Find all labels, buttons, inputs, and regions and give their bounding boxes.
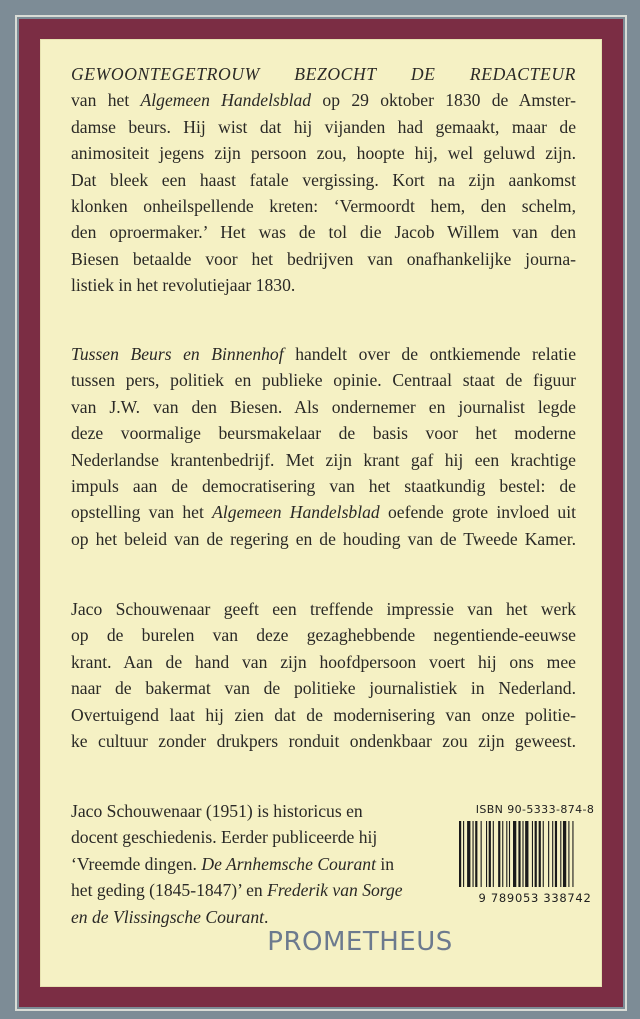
text-segment: handelt over de ontkiemende relatie: [283, 344, 576, 364]
author-bio-paragraph: [71, 798, 403, 930]
barcode-bars: [457, 821, 613, 889]
italic-title: Algemeen Handelsblad: [140, 90, 312, 111]
italic-title: en de Vlissingsche Courant: [71, 906, 265, 927]
barcode-digits: 9 789053 338742: [478, 891, 592, 905]
text-segment: Dat bleek een haast fatale vergissing. Kort na zijn aankomst: [71, 169, 576, 190]
text-line: [71, 526, 576, 552]
italic-title: De Arnhemsche Courant: [201, 853, 376, 874]
barcode-bar: [473, 821, 474, 887]
text-segment: listiek in het revolutiejaar 1830.: [71, 275, 296, 296]
barcode-bar: [518, 821, 520, 887]
barcode-bar: [475, 821, 477, 887]
text-segment: van het: [71, 90, 141, 111]
barcode-bar: [459, 821, 461, 887]
text-segment: den oproermaker.’ Het was de tol die Jacob Willem van den: [71, 222, 576, 243]
text-segment: Biesen betaalde voor het bedrijven van onafhankelijke journa-: [71, 248, 576, 269]
text-line: [71, 499, 576, 525]
barcode-bar: [572, 821, 573, 887]
italic-title: Frederik van Sorge: [267, 880, 403, 901]
text-line: [71, 394, 576, 420]
text-line: [71, 246, 576, 272]
text-line: [71, 61, 576, 87]
text-segment: het geding (1845-1847)’ en: [71, 880, 268, 901]
book-back-cover: [5, 5, 635, 1014]
text-line: [71, 622, 576, 648]
text-segment: van J.W. van den Biesen. Als ondernemer en journalist legde: [71, 396, 576, 417]
barcode-bar: [467, 821, 470, 887]
barcode-bar: [560, 821, 561, 887]
barcode-bar: [568, 821, 569, 887]
text-segment: op het beleid van de regering en de houding van de Tweede Kamer.: [71, 528, 576, 549]
barcode-bar: [489, 821, 491, 887]
barcode-bar: [548, 821, 549, 887]
text-segment: in: [375, 853, 395, 874]
text-segment: naar de bakermat van de politieke journalistiek in Nederland.: [71, 678, 576, 699]
text-segment: animositeit jegens zijn persoon zou, hoopte hij, wel geluwd zijn.: [71, 143, 576, 164]
text-segment: impuls aan de democratisering van het staatkundig bestel: de: [71, 476, 576, 497]
author-work-paragraph: [71, 596, 576, 754]
burgundy-frame: [19, 19, 623, 1007]
barcode-bar: [506, 821, 507, 887]
barcode-bar: [463, 821, 464, 887]
text-segment: damse beurs. Hij wist dat hij vijanden had gemaakt, maar de: [71, 116, 576, 137]
barcode-bar: [532, 821, 533, 887]
text-segment: Overtuigend laat hij zien dat de modernisering van onze politie-: [71, 704, 576, 725]
text-line: [71, 596, 576, 622]
barcode-bar: [481, 821, 482, 887]
prometheus-logo: PROMETHEUS: [267, 927, 453, 957]
text-segment: Jaco Schouwenaar geeft een treffende impressie van het werk: [71, 599, 576, 619]
text-line: [71, 193, 576, 219]
text-segment: krant. Aan de hand van zijn hoofdpersoon voert hij ons mee: [71, 651, 576, 672]
barcode-bar: [522, 821, 523, 887]
text-segment: op 29 oktober 1830 de Amster-: [311, 90, 576, 111]
text-line: [71, 824, 378, 850]
text-line: [71, 649, 576, 675]
text-line: [71, 447, 576, 473]
text-segment: op de burelen van deze gezaghebbende negentiende-eeuwse: [71, 625, 576, 646]
text-line: [71, 140, 576, 166]
text-line: [71, 473, 576, 499]
italic-title: GEWOONTEGETROUW BEZOCHT DE REDACTEUR: [71, 64, 576, 84]
text-line: [71, 367, 576, 393]
text-segment: deze voormalige beursmakelaar de basis voor het moderne: [71, 423, 576, 444]
barcode-bar: [525, 821, 528, 887]
intro-paragraph: [71, 61, 576, 299]
text-line: [71, 114, 576, 140]
barcode-bar: [513, 821, 516, 887]
barcode-bar: [555, 821, 557, 887]
text-segment: Jaco Schouwenaar (1951) is historicus en: [71, 801, 363, 821]
barcode-bar: [498, 821, 500, 887]
text-segment: docent geschiedenis. Eerder publiceerde hij: [71, 827, 378, 848]
text-segment: .: [264, 906, 269, 927]
text-segment: ke cultuur zonder drukpers ronduit ondenkbaar zou zijn geweest.: [71, 731, 576, 752]
text-line: [71, 798, 363, 824]
barcode-bar: [535, 821, 537, 887]
text-line: [71, 87, 576, 113]
text-segment: tussen pers, politiek en publieke opinie. Centraal staat de figuur: [71, 370, 576, 391]
text-line: [71, 877, 403, 903]
text-segment: klonken onheilspellende kreten: ‘Vermoordt hem, den schelm,: [71, 196, 576, 217]
italic-title: Algemeen Handelsblad: [212, 502, 380, 523]
barcode-bar: [502, 821, 503, 887]
text-line: [71, 420, 576, 446]
barcode-bar: [543, 821, 544, 887]
barcode-bar: [486, 821, 487, 887]
barcode-bar: [552, 821, 553, 887]
text-line: [71, 341, 576, 367]
text-segment: opstelling van het: [71, 502, 213, 523]
italic-title: Tussen Beurs en Binnenhof: [71, 344, 284, 364]
cream-text-panel: [40, 39, 602, 987]
isbn-barcode: [455, 803, 615, 903]
isbn-label: ISBN 90-5333-874-8: [475, 803, 595, 816]
barcode-bar: [539, 821, 541, 887]
text-line: [71, 675, 576, 701]
description-paragraph: [71, 341, 576, 552]
text-line: [71, 728, 576, 754]
text-segment: Nederlandse krantenbedrijf. Met zijn krant gaf hij een krachtige: [71, 449, 576, 470]
barcode-bar: [563, 821, 566, 887]
text-line: [71, 167, 576, 193]
text-line: [71, 851, 395, 877]
barcode-bar: [493, 821, 494, 887]
text-line: [71, 272, 576, 298]
text-line: [71, 702, 576, 728]
barcode-bar: [509, 821, 510, 887]
text-line: [71, 219, 576, 245]
text-segment: ‘Vreemde dingen.: [71, 853, 202, 874]
text-segment: oefende grote invloed uit: [379, 502, 576, 523]
